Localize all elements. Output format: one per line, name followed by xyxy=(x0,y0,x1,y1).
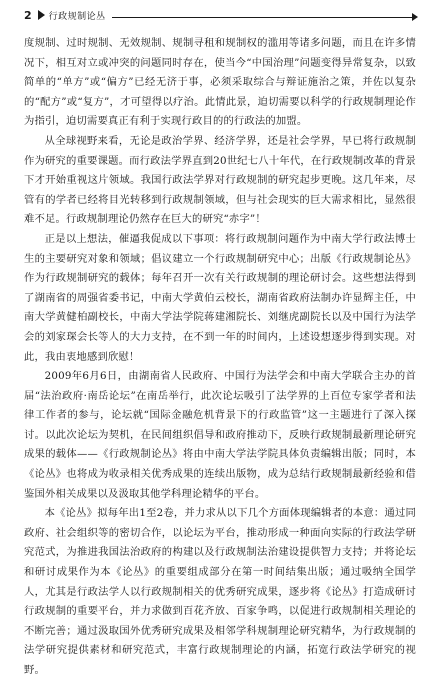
paragraph: 本《论丛》拟每年出1至2卷，并力求从以下几个方面体现编辑者的本意：通过同政府、社会组织等的密切合作，以论坛为平台，推动形成一种面向实际的行政法学研究范式，为推进我国法治政府的构建以及行政规制法治建设提供智力支持；并将论坛和研讨成果作为本《论丛》的重要组成部分在第一时间结集出版；通过吸纳全国学人，尤其是行政法学人以行政规制相关的优秀研究成果，逐步将《论丛》打造成研讨行政规制的重要平台，并力求做到百花齐放、百家争鸣，以促进行政规制相关理论的不断完善；通过汲取国外优秀研究成果及相邻学科规制理论研究精华，为行政规制的法学研究提供素材和研究范式，丰富行政规制理论的内涵，拓宽行政法学研究的视野。 xyxy=(24,507,416,676)
arrow-end-icon xyxy=(412,13,418,21)
paragraph: 正是以上想法，催逼我促成以下事项：将行政规制问题作为中南大学行政法博士生的主要研究对象和领域；倡议建立一个行政规制研究中心；出版《行政规制论丛》作为行政规制研究的载体；每年召开一次有关行政规制的理论研讨会。这些想法得到了湖南省的周强省委书记，中南大学黄伯云校长，湖南省政府法制办许显辉主任，中南大学黄健柏副校长，中南大学法学院蒋建湘院长、刘继虎副院长以及中国行为法学会的刘家琛会长等人的大力支持，在不到一年的时间内，上述设想逐步得到实现。对此，我由衷地感到欣慰！ xyxy=(24,232,416,363)
page-number: 2 xyxy=(24,8,32,22)
header-rule-line xyxy=(112,17,416,18)
running-header xyxy=(24,6,416,24)
running-title: 行政规制论丛 xyxy=(48,11,106,22)
paragraph: 2009年6月6日，由湖南省人民政府、中国行为法学会和中南大学联合主办的首届“法治政府·南岳论坛”在南岳举行，此次论坛吸引了法学界的上百位专家学者和法律工作者的参与，论坛就“国际金融危机背景下的行政监管”这一主题进行了深入探讨。以此次论坛为契机，在民间组织倡导和政府推动下，反映行政规制最新理论研究成果的载体——《行政规制论丛》将由中南大学法学院具体负责编辑出版；同时，本《论丛》也将成为收录相关优秀成果的连续出版物，成为总结行政规制最新经验和借鉴国外相关成果以及汲取其他学科理论精华的平台。 xyxy=(24,370,416,500)
paragraph: 从全球视野来看，无论是政治学界、经济学界，还是社会学界，早已将行政规制作为研究的重要课题。而行政法学界直到20世纪七八十年代，在行政规制改革的背景下才开始重视这片领域。我国行政法学界对行政规制的研究起步更晚。这几年来，尽管有的学者已经将目光转移到行政规制领域，但与社会现实的巨大需求相比，显然很难不足。行政规制理论仍然存在巨大的研究“赤字”！ xyxy=(24,134,416,226)
paragraph: 度规制、过时规制、无效规制、规制寻租和规制权的滥用等诸多问题，而且在许多情况下，相互对立或冲突的问题同时存在，使当今“中国治理”问题变得异常复杂，以致简单的“单方”或“偏方”已经无济于事，必须采取综合与辩证施治之策，并佐以复杂的“配方”或“复方”，才可望得以疗治。此情此景，迫切需要以科学的行政规制理论作为指引，迫切需要真正有利于实现行政目的的行政法的加盟。 xyxy=(24,37,416,128)
header-rule xyxy=(112,6,416,24)
triangle-marker-icon xyxy=(38,10,45,20)
